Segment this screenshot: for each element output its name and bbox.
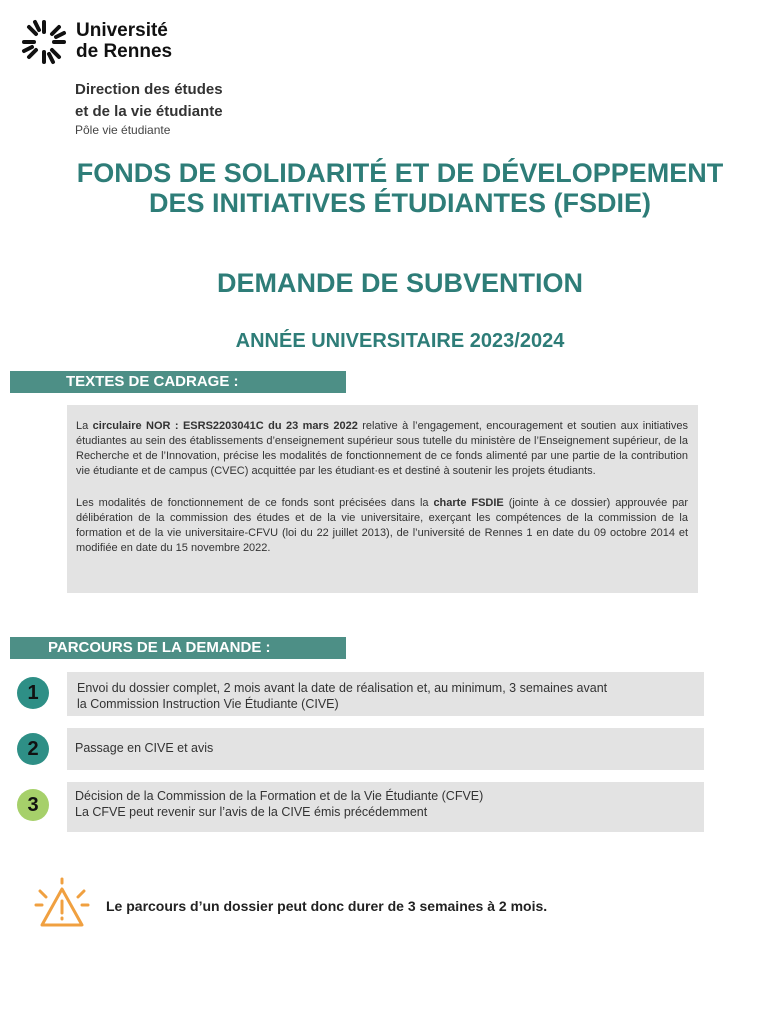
pole-name: Pôle vie étudiante xyxy=(75,123,171,137)
main-title-line2: DES INITIATIVES ÉTUDIANTES (FSDIE) xyxy=(148,188,652,218)
step-3-line2: La CFVE peut revenir sur l’avis de la CIVE émis précédemment xyxy=(75,805,428,819)
logo-mark-icon xyxy=(20,18,68,66)
p2-rest: (jointe à ce dossier) approuvée par délibération de la commission des études et de la vie universitaire, exerçant les compétences de la commission de la formation et de la vie universitaire-CFVU (loi du 22 juillet 2013), de l’université de Rennes 1 en date du 09 octobre 2014 et modifiée en date du 15 novembre 2022. xyxy=(76,497,689,554)
direction-line2: et de la vie étudiante xyxy=(75,103,223,120)
step-3-number: 3 xyxy=(17,789,49,821)
step-2-number: 2 xyxy=(17,733,49,765)
step-1-number: 1 xyxy=(17,677,49,709)
main-title-line1: FONDS DE SOLIDARITÉ ET DE DÉVELOPPEMENT xyxy=(76,158,724,188)
step-1-line1: Envoi du dossier complet, 2 mois avant la date de réalisation et, au minimum, 3 semaines avant xyxy=(77,681,608,695)
step-2-box xyxy=(67,728,704,770)
step-1-line2: la Commission Instruction Vie Étudiante (CIVE) xyxy=(77,697,339,711)
p2-prefix: Les modalités de fonctionnement de ce fonds sont précisées dans la xyxy=(76,497,434,509)
p1-rest: relative à l’engagement, encouragement et soutien aux initiatives étudiantes au sein des établissements d’enseignement supérieur sous tutelle du ministère de l’Enseignement supérieur, de la Recherche et de l’Innovation, précise les modalités de fonctionnement de ce fonds alimenté par une partie de la contribution vie étudiante et de campus (CVEC) acquittée par les étudiant·es et destiné à soutenir les projets étudiants. xyxy=(76,420,688,477)
main-title xyxy=(0,158,770,218)
direction-name xyxy=(75,79,223,123)
duration-note: Le parcours d’un dossier peut donc durer de 3 semaines à 2 mois. xyxy=(106,898,548,914)
step-1-box xyxy=(67,672,704,716)
academic-year: ANNÉE UNIVERSITAIRE 2023/2024 xyxy=(235,330,565,352)
logo-line2: de Rennes xyxy=(76,41,173,62)
p1-bold: circulaire NOR : ESRS2203041C du 23 mars 2022 xyxy=(92,420,358,432)
university-logo xyxy=(20,18,190,68)
logo-line1: Université xyxy=(76,20,168,41)
direction-line1: Direction des études xyxy=(75,81,223,98)
p1-prefix: La xyxy=(76,420,93,432)
p2-bold: charte FSDIE xyxy=(433,497,504,509)
parcours-heading: PARCOURS DE LA DEMANDE : xyxy=(10,637,346,659)
document-subtitle: DEMANDE DE SUBVENTION xyxy=(216,268,584,298)
logo-text xyxy=(76,20,172,62)
step-3-box xyxy=(67,782,704,832)
cadrage-box xyxy=(67,405,698,593)
warning-icon xyxy=(32,877,92,933)
step-2-line1: Passage en CIVE et avis xyxy=(75,741,214,755)
cadrage-paragraph-2 xyxy=(76,496,688,556)
step-3-line1: Décision de la Commission de la Formation et de la Vie Étudiante (CFVE) xyxy=(75,789,484,803)
cadrage-paragraph-1 xyxy=(76,419,688,479)
cadrage-heading: TEXTES DE CADRAGE : xyxy=(10,371,346,393)
